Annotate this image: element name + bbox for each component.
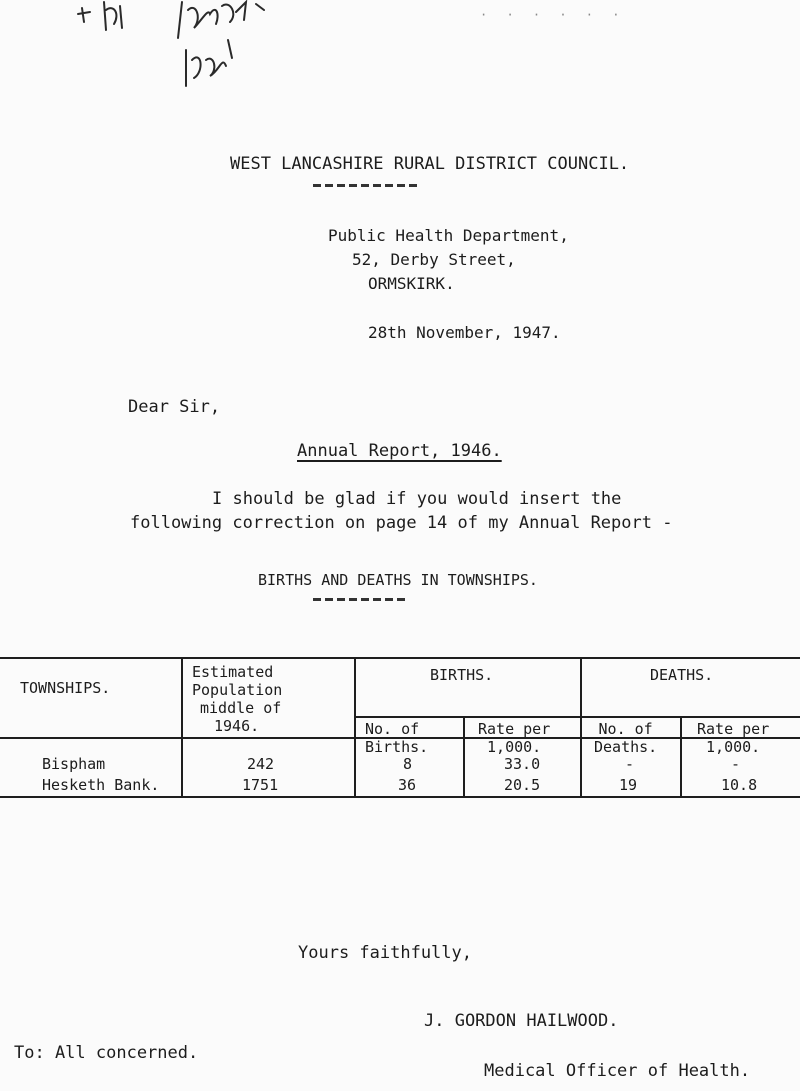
table-col-divider-4 bbox=[580, 657, 582, 797]
row-population: 1751 bbox=[242, 776, 279, 794]
signatory-name: J. GORDON HAILWOOD. bbox=[424, 1011, 619, 1031]
row-township: Bispham bbox=[42, 755, 106, 773]
table-col-divider-1 bbox=[181, 657, 183, 797]
department-line: Public Health Department, bbox=[328, 226, 569, 245]
street-line: 52, Derby Street, bbox=[352, 250, 516, 269]
row-death-rate: 10.8 bbox=[721, 776, 758, 794]
body-line-2: following correction on page 14 of my Annual Report - bbox=[130, 513, 673, 533]
table-row bbox=[42, 757, 800, 758]
col-header-deaths-no bbox=[594, 720, 657, 756]
deaths-no-header-line: Deaths. bbox=[594, 738, 658, 756]
town-line: ORMSKIRK. bbox=[368, 274, 455, 293]
births-rate-header-line: Rate per bbox=[478, 720, 551, 738]
heading-underline-dashes bbox=[313, 184, 417, 187]
row-death-rate: - bbox=[731, 755, 741, 773]
population-header-line: middle of bbox=[200, 699, 282, 717]
population-header-line: 1946. bbox=[214, 717, 260, 735]
table-top-rule bbox=[0, 657, 800, 659]
deaths-rate-header-line: 1,000. bbox=[706, 738, 761, 756]
table-subheader-rule bbox=[355, 716, 800, 718]
valediction: Yours faithfully, bbox=[298, 943, 472, 963]
council-heading: WEST LANCASHIRE RURAL DISTRICT COUNCIL. bbox=[230, 154, 630, 174]
row-birth-rate: 33.0 bbox=[504, 755, 541, 773]
signatory-title: Medical Officer of Health. bbox=[484, 1061, 751, 1081]
row-birth-rate: 20.5 bbox=[504, 776, 541, 794]
row-deaths: 19 bbox=[619, 776, 638, 794]
population-header-line: Population bbox=[192, 681, 283, 699]
margin-marks: · · · · · · bbox=[480, 8, 626, 22]
table-title-underline-dashes bbox=[313, 598, 405, 601]
salutation: Dear Sir, bbox=[128, 397, 221, 417]
subject-line: Annual Report, 1946. bbox=[297, 441, 502, 461]
births-rate-header-line: 1,000. bbox=[487, 738, 542, 756]
row-deaths: - bbox=[625, 755, 635, 773]
col-header-deaths-rate bbox=[697, 720, 769, 756]
col-group-births: BIRTHS. bbox=[430, 666, 494, 684]
col-header-population bbox=[192, 663, 282, 735]
col-group-deaths: DEATHS. bbox=[650, 666, 714, 684]
table-col-divider-2 bbox=[354, 657, 356, 797]
letter-date: 28th November, 1947. bbox=[368, 323, 561, 342]
table-title: BIRTHS AND DEATHS IN TOWNSHIPS. bbox=[258, 571, 538, 589]
births-no-header-line: No. of bbox=[365, 720, 420, 738]
row-population: 242 bbox=[247, 755, 275, 773]
handwritten-note bbox=[70, 0, 310, 90]
deaths-rate-header-line: Rate per bbox=[697, 720, 770, 738]
col-header-births-no bbox=[365, 720, 428, 756]
population-header-line: Estimated bbox=[192, 663, 274, 681]
deaths-no-header-line: No. of bbox=[598, 720, 653, 738]
births-no-header-line: Births. bbox=[365, 738, 429, 756]
row-births: 36 bbox=[398, 776, 417, 794]
col-header-township: TOWNSHIPS. bbox=[20, 679, 111, 697]
recipient-line: To: All concerned. bbox=[14, 1043, 199, 1063]
body-line-1: I should be glad if you would insert the bbox=[212, 489, 622, 509]
col-header-births-rate bbox=[478, 720, 550, 756]
row-township: Hesketh Bank. bbox=[42, 776, 160, 794]
row-births: 8 bbox=[403, 755, 413, 773]
